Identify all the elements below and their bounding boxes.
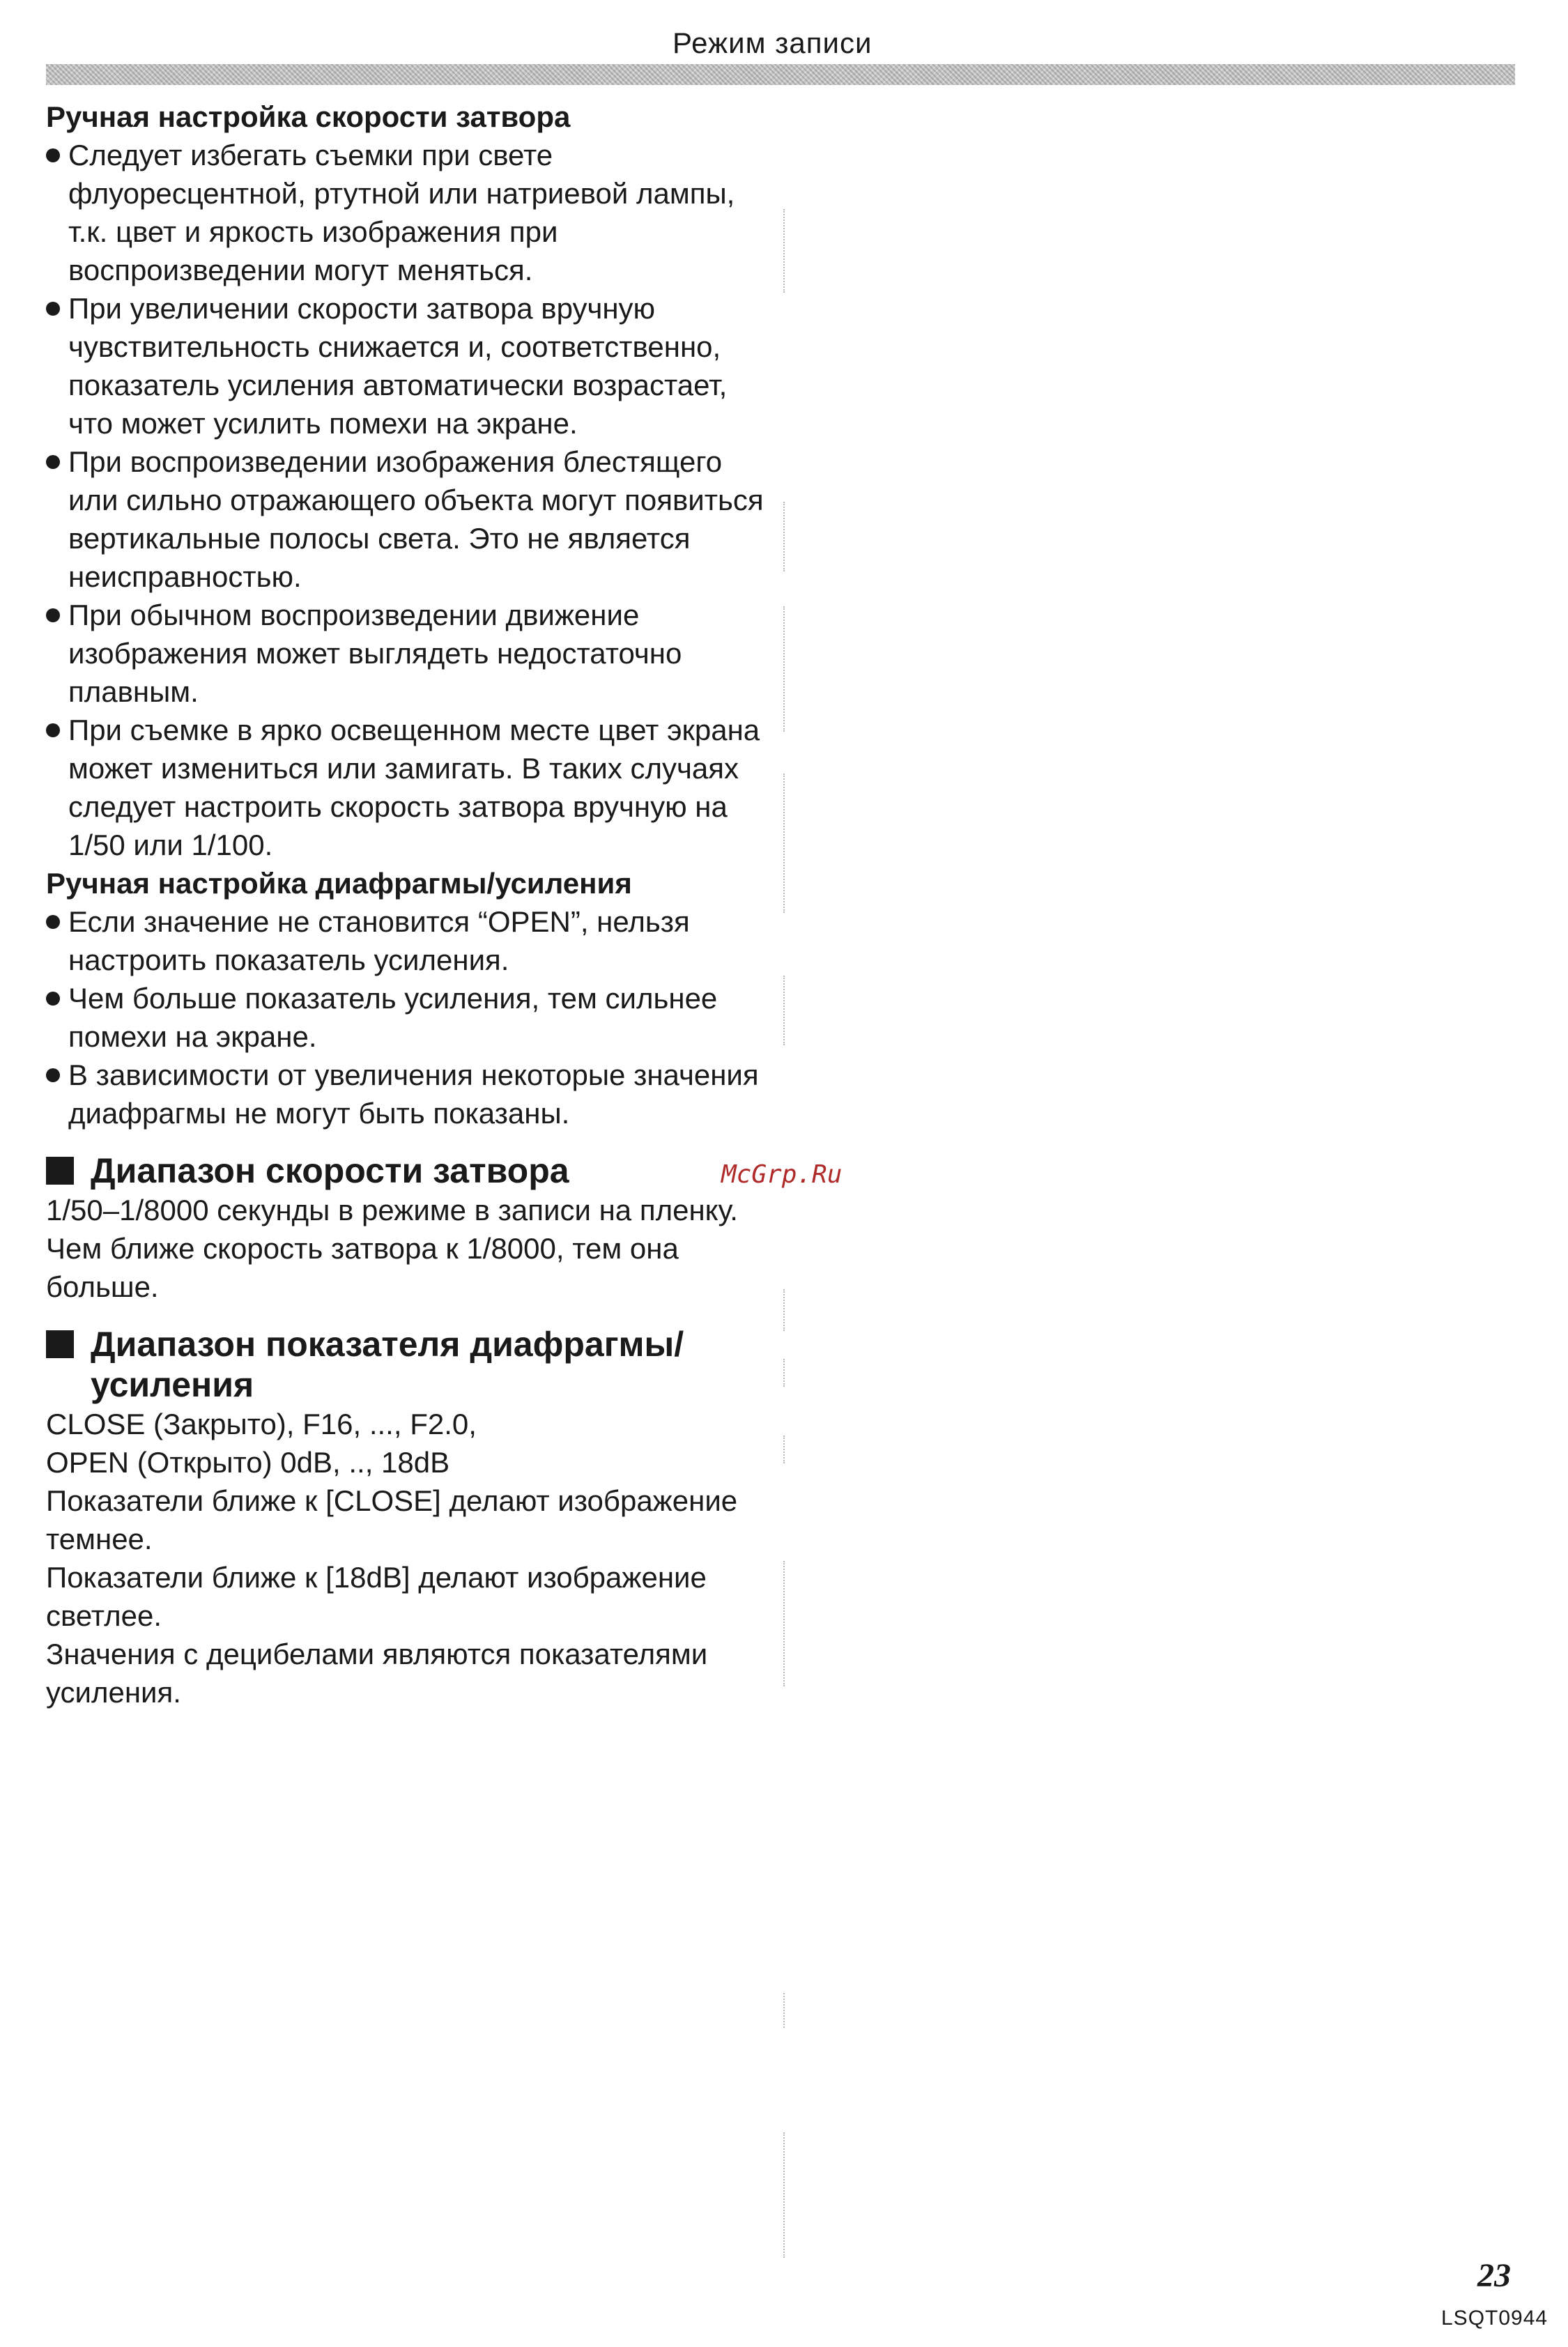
iris-range-paragraph: Показатели ближе к [CLOSE] делают изображение темнее. [46,1484,738,1555]
bullet-icon [46,455,60,469]
shutter-range-paragraph: 1/50–1/8000 секунды в режиме в записи на пленку. [46,1194,738,1226]
list-item-text: При обычном воспроизведении движение изображения может выглядеть недостаточно плавным. [68,599,682,708]
header-halftone-bar [46,64,1515,85]
shutter-range-heading [46,1151,771,1191]
iris-range-paragraph: CLOSE (Закрыто), F16, ..., F2.0, [46,1408,477,1440]
main-column [46,98,771,1711]
column-dotted-rule [783,2132,785,2258]
column-dotted-rule [783,1561,785,1686]
shutter-range-paragraph: Чем ближе скорость затвора к 1/8000, тем она больше. [46,1232,679,1303]
column-dotted-rule [783,606,785,732]
list-item-text: При съемке в ярко освещенном месте цвет экрана может измениться или замигать. В таких случаях следует настроить скорость затвора вручную на 1/50 или 1/100. [68,714,760,861]
column-dotted-rule [783,1436,785,1463]
square-bullet-icon [46,1157,74,1185]
bullet-icon [46,608,60,622]
column-dotted-rule [783,1359,785,1387]
column-dotted-rule [783,209,785,293]
iris-range-heading-text: Диапазон показателя диафрагмы/ усиления [91,1325,684,1404]
iris-manual-list [46,902,771,1132]
list-item [46,289,771,443]
list-item-text: В зависимости от увеличения некоторые значения диафрагмы не могут быть показаны. [68,1059,759,1130]
iris-range-paragraph: Значения с децибелами являются показателями усиления. [46,1638,708,1709]
list-item [46,596,771,711]
bullet-icon [46,148,60,162]
bullet-icon [46,723,60,737]
list-item-text: Следует избегать съемки при свете флуоресцентной, ртутной или натриевой лампы, т.к. цвет и яркость изображения при воспроизведении могут меняться. [68,139,735,286]
page-header-title: Режим записи [672,26,873,59]
iris-range-paragraph: Показатели ближе к [18dB] делают изображение светлее. [46,1561,707,1632]
iris-manual-heading: Ручная настройка диафрагмы/усиления [46,867,632,900]
document-code: LSQT0944 [1441,2307,1548,2330]
watermark-text: McGrp.Ru [721,1160,843,1189]
list-item-text: При воспроизведении изображения блестящего или сильно отражающего объекта могут появиться вертикальные полосы света. Это не является неисправностью. [68,445,764,593]
list-item [46,1056,771,1132]
column-dotted-rule [783,502,785,571]
bullet-icon [46,1068,60,1082]
list-item [46,443,771,596]
list-item [46,711,771,864]
bullet-icon [46,302,60,316]
shutter-manual-heading: Ручная настройка скорости затвора [46,100,571,133]
shutter-manual-list [46,136,771,864]
list-item [46,902,771,979]
shutter-range-heading-text: Диапазон скорости затвора [91,1151,569,1190]
list-item-text: Чем больше показатель усиления, тем сильнее помехи на экране. [68,982,718,1053]
list-item-text: Если значение не становится “OPEN”, нельзя настроить показатель усиления. [68,905,690,976]
column-dotted-rule [783,1289,785,1331]
iris-range-paragraph: OPEN (Открыто) 0dB, .., 18dB [46,1446,450,1479]
column-dotted-rule [783,774,785,913]
list-item [46,979,771,1056]
column-dotted-rule [783,1993,785,2028]
iris-range-heading [46,1324,771,1405]
bullet-icon [46,992,60,1006]
square-bullet-icon [46,1330,74,1358]
column-dotted-rule [783,976,785,1045]
bullet-icon [46,915,60,929]
page-number: 23 [1477,2257,1511,2294]
list-item [46,136,771,289]
list-item-text: При увеличении скорости затвора вручную чувствительность снижается и, соответственно, показатель усиления автоматически возрастает, что может усилить помехи на экране. [68,292,728,440]
